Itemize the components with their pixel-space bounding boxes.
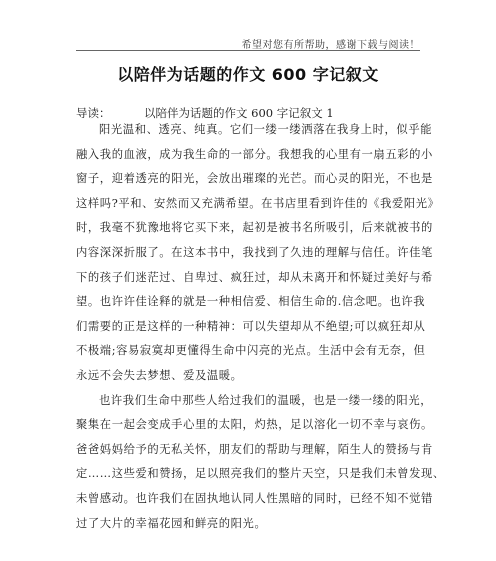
text-line: 爸爸妈妈给予的无私关怀，朋友们的帮助与理解，陌生人的赞扬与肯 xyxy=(76,442,433,456)
text-line: 下的孩子们迷茫过、自卑过、疯狂过，却从未离开和怀疑过美好与希 xyxy=(76,270,433,284)
text-line: 定……这些爱和赞扬，足以照亮我们的整片天空，只是我们未曾发现、 xyxy=(76,467,445,481)
text-line: 未曾感动。也许我们在固执地认同人性黑暗的同时，已经不知不觉错 xyxy=(76,491,433,505)
text-line: 望。也许许佳诠释的就是一种相信爱、相信生命的.信念吧。也许我 xyxy=(76,295,426,309)
paragraph xyxy=(76,389,445,537)
text-line: 窗子，迎着透亮的阳光，会放出璀璨的光芒。而心灵的阳光，不也是 xyxy=(76,172,433,186)
lead-label: 导读： xyxy=(76,106,111,120)
text-line: 阳光温和、透亮、纯真。它们一缕一缕洒落在我身上时，似乎能 xyxy=(99,123,433,136)
text-line: 融入我的血液，成为我生命的一部分。我想我的心里有一扇五彩的小 xyxy=(76,147,433,161)
text-line: 时，我毫不犹豫地将它买下来，起初是被书名所吸引，后来就被书的 xyxy=(76,221,433,235)
header-divider xyxy=(76,50,420,51)
text-line: 们需要的正是这样的一种精神：可以失望却从不绝望;可以疯狂却从 xyxy=(76,319,426,333)
paragraph xyxy=(76,118,440,389)
text-line: 过了大片的幸福花园和鲜亮的阳光。 xyxy=(76,516,267,530)
text-line: 不极端;容易寂寞却更懂得生命中闪亮的光点。生活中会有无奈，但 xyxy=(76,344,426,358)
text-line: 这样吗?平和、安然而又充满希望。在书店里看到许佳的《我爱阳光》 xyxy=(76,196,440,210)
text-line: 永远不会失去梦想、爱及温暖。 xyxy=(76,368,243,382)
document-title: 以陪伴为话题的作文 600 字记叙文 xyxy=(117,65,379,84)
lead-text: 以陪伴为话题的作文 600 字记叙文 1 xyxy=(144,106,334,120)
text-line: 聚集在一起会变成手心里的太阳，灼热，足以溶化一切不幸与哀伤。 xyxy=(76,418,433,432)
page-header xyxy=(0,0,496,52)
document-body xyxy=(76,118,445,536)
text-line: 也许我们生命中那些人给过我们的温暖，也是一缕一缕的阳光， xyxy=(99,393,433,407)
text-line: 内容深深折服了。在这本书中，我找到了久违的理解与信任。许佳笔 xyxy=(76,245,433,259)
header-note: 希望对您有所帮助，感谢下载与阅读！ xyxy=(241,40,420,51)
